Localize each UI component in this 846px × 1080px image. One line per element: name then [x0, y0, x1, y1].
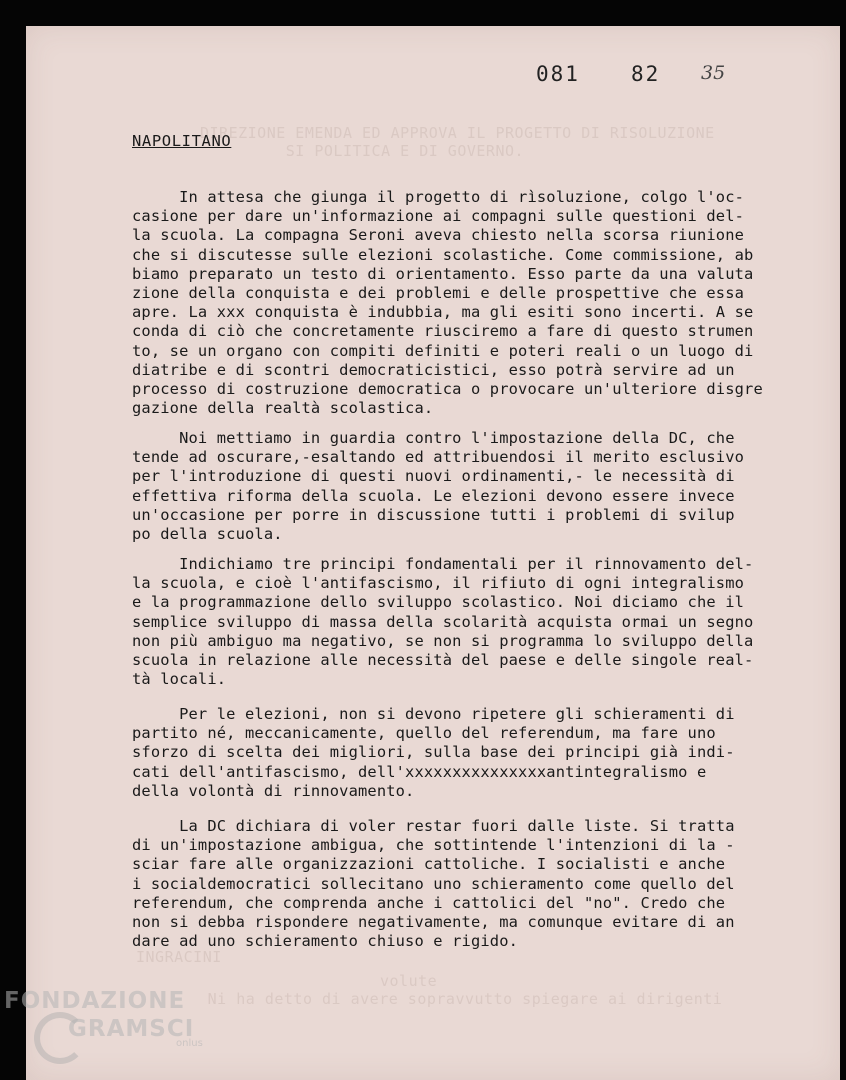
text-line: la scuola, e cioè l'antifascismo, il rifiuto di ogni integralismo — [132, 574, 745, 593]
watermark-line-2: GRAMSCI — [68, 1016, 195, 1042]
text-line: che si discutesse sulle elezioni scolastiche. Come commissione, ab — [132, 245, 754, 264]
text-line: di un'impostazione ambigua, che sottintende l'intenzioni di la - — [132, 836, 735, 855]
text-line: della volontà di rinnovamento. — [132, 781, 415, 800]
text-line: per l'introduzione di questi nuovi ordinamenti,- le necessità di — [132, 467, 735, 486]
text-line: referendum, che comprenda anche i cattolici del "no". Credo che — [132, 893, 726, 912]
watermark-line-1: FONDAZIONE — [4, 988, 186, 1014]
bleed-through-text: Ni ha detto di avere sopravvutto spiegare ai dirigenti — [160, 990, 723, 1008]
text-line: biamo preparato un testo di orientamento. Esso parte da una valuta — [132, 264, 754, 283]
text-line: non si debba rispondere negativamente, ma comunque evitare di an — [132, 913, 735, 932]
text-line: sforzo di scelta dei migliori, sulla base dei principi già indi- — [132, 743, 735, 762]
text-line: scuola in relazione alle necessità del paese e delle singole real- — [132, 651, 754, 670]
text-line: processo di costruzione democratica o provocare un'ulteriore disgre — [132, 380, 763, 399]
text-line: cati dell'antifascismo, dell'xxxxxxxxxxxxxxxantintegralismo e — [132, 762, 707, 781]
paragraph-3 — [132, 555, 772, 689]
text-line: gazione della realtà scolastica. — [132, 399, 434, 418]
bleed-through-text: DIREZIONE EMENDA ED APPROVA IL PROGETTO DI RISOLUZIONE — [200, 124, 715, 142]
text-line: Noi mettiamo in guardia contro l'impostazione della DC, che — [132, 429, 735, 447]
document-number-a: 081 — [536, 62, 580, 86]
text-line: apre. La xxx conquista è indubbia, ma gli esiti sono incerti. A se — [132, 303, 754, 322]
text-line: la scuola. La compagna Seroni aveva chiesto nella scorsa riunione — [132, 226, 745, 245]
text-line: i socialdemocratici sollecitano uno schieramento come quello del — [132, 874, 735, 893]
watermark-logo — [4, 988, 203, 1049]
paragraph-1 — [132, 188, 772, 418]
handwritten-page-number: 35 — [701, 62, 726, 84]
text-line: conda di ciò che concretamente riusciremo a fare di questo strumen — [132, 322, 754, 341]
text-line: non più ambiguo ma negativo, se non si programma lo sviluppo della — [132, 631, 754, 650]
paragraph-4 — [132, 705, 772, 801]
text-line: effettiva riforma della scuola. Le elezioni devono essere invece — [132, 486, 735, 505]
text-line: po della scuola. — [132, 525, 283, 544]
document-number-b: 82 — [631, 62, 661, 86]
paragraph-2 — [132, 429, 772, 544]
bleed-through-text: volute — [380, 972, 438, 990]
text-line: tà locali. — [132, 670, 227, 689]
text-line: dare ad uno schieramento chiuso e rigido. — [132, 932, 519, 951]
text-line: sciar fare alle organizzazioni cattoliche. I socialisti e anche — [132, 855, 726, 874]
watermark-line-3: onlus — [176, 1038, 203, 1049]
bleed-through-text: SI POLITICA E DI GOVERNO. — [200, 142, 525, 160]
paragraph-5 — [132, 817, 772, 951]
text-line: semplice sviluppo di massa della scolarità acquista ormai un segno — [132, 612, 754, 631]
text-line: tende ad oscurare,-esaltando ed attribuendosi il merito esclusivo — [132, 448, 745, 467]
text-line: Indichiamo tre principi fondamentali per il rinnovamento del- — [132, 555, 754, 573]
text-line: diatribe e di scontri democraticistici, esso potrà servire ad un — [132, 360, 735, 379]
text-line: La DC dichiara di voler restar fuori dalle liste. Si tratta — [132, 817, 735, 835]
speaker-heading: NAPOLITANO — [132, 132, 232, 150]
text-line: e la programmazione dello sviluppo scolastico. Noi diciamo che il — [132, 593, 745, 612]
text-line: un'occasione per porre in discussione tutti i problemi di svilup — [132, 505, 735, 524]
text-line: Per le elezioni, non si devono ripetere gli schieramenti di — [132, 705, 735, 723]
text-line: to, se un organo con compiti definiti e poteri reali o un luogo di — [132, 341, 754, 360]
text-line: zione della conquista e dei problemi e delle prospettive che essa — [132, 284, 745, 303]
text-line: casione per dare un'informazione ai compagni sulle questioni del- — [132, 207, 745, 226]
text-line: In attesa che giunga il progetto di rìsoluzione, colgo l'oc- — [132, 188, 745, 206]
text-line: partito né, meccanicamente, quello del referendum, ma fare uno — [132, 724, 716, 743]
bleed-through-text: INGRACINI — [136, 948, 222, 966]
